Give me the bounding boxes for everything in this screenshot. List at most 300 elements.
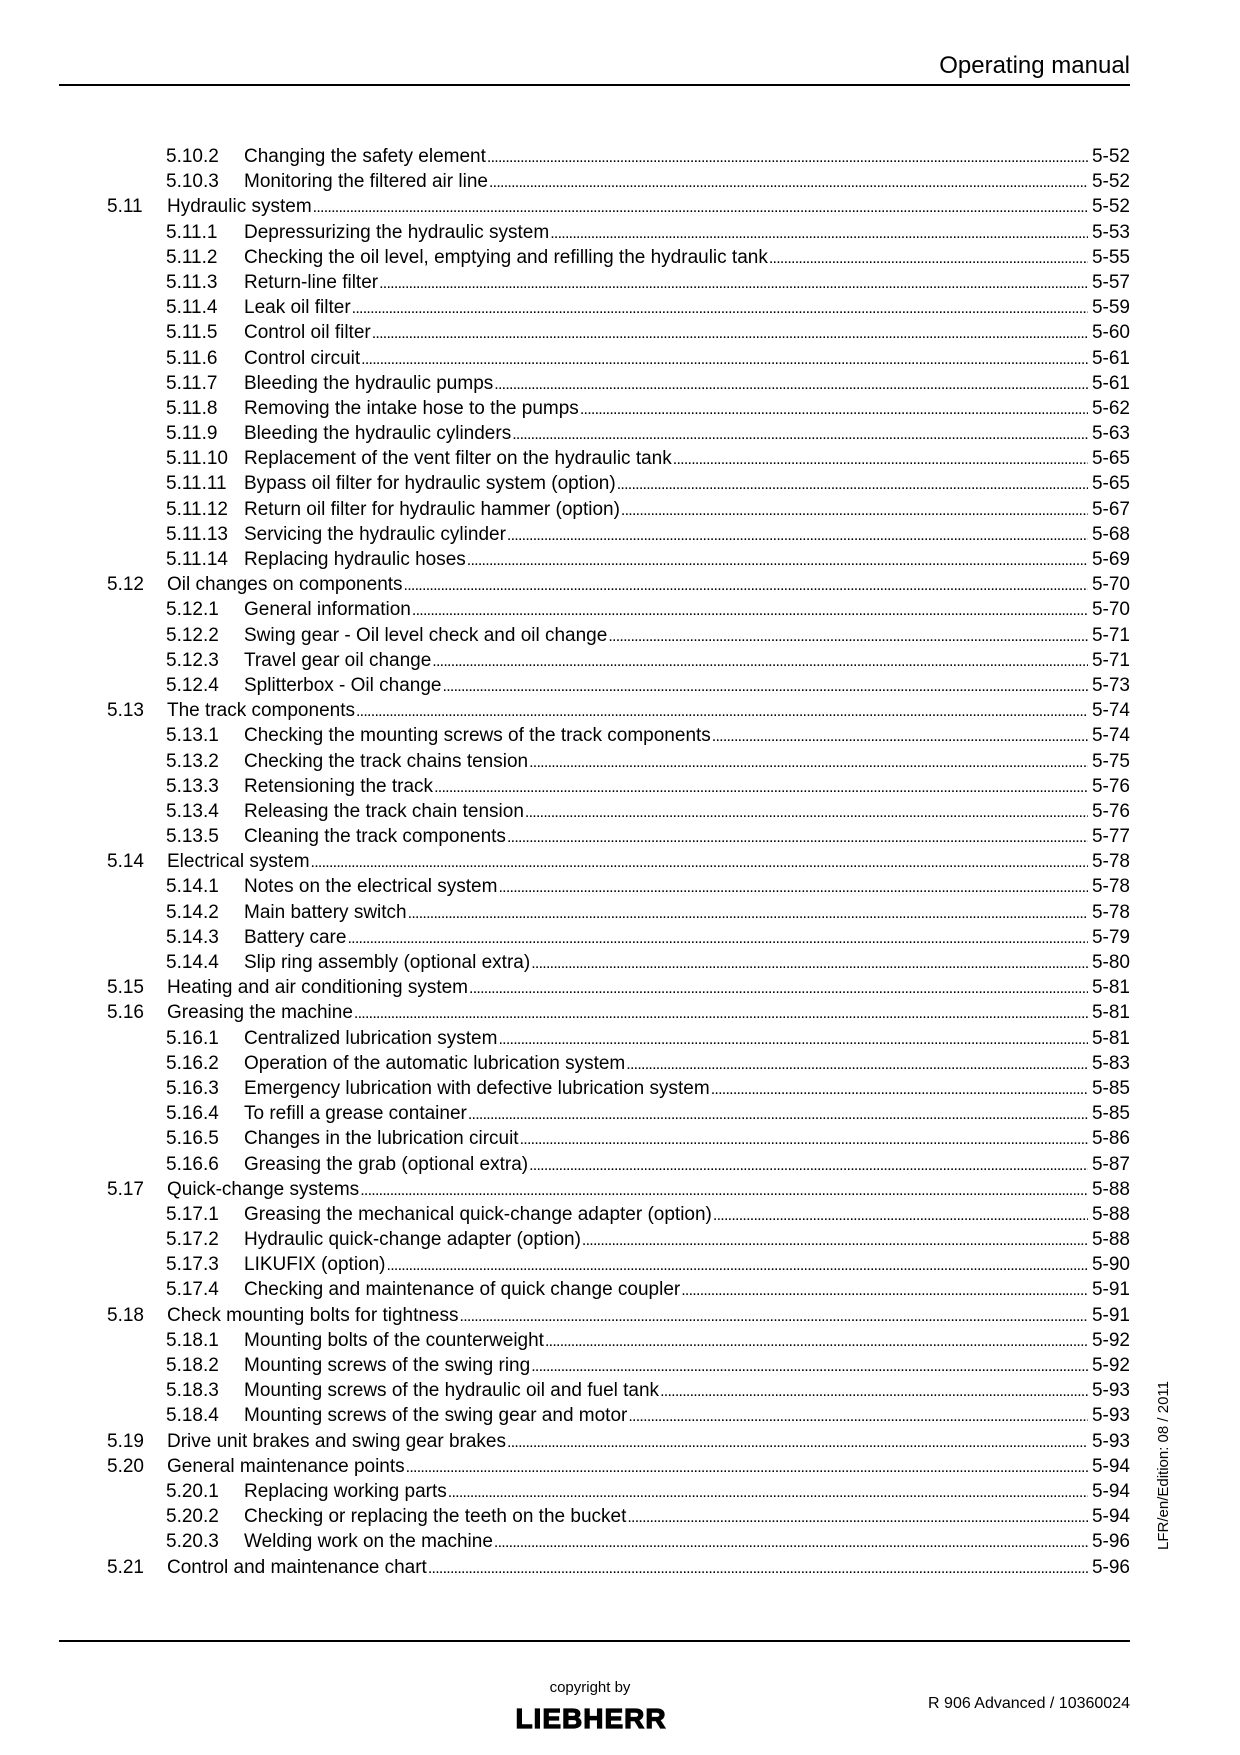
- toc-entry-body: [244, 1227, 1130, 1253]
- toc-entry-page: 5-90: [1091, 1254, 1130, 1276]
- toc-entry-page: 5-81: [1091, 1027, 1130, 1049]
- toc-entry-body: [167, 1454, 1130, 1480]
- toc-entry-title: General maintenance points: [167, 1455, 405, 1477]
- toc-entry-title: Leak oil filter: [244, 297, 351, 319]
- toc-entry[interactable]: [107, 1202, 1130, 1227]
- toc-dot-leader: [428, 1555, 1088, 1581]
- toc-entry-body: [244, 346, 1130, 372]
- toc-entry-body: [244, 547, 1130, 573]
- toc-entry-title: Checking and maintenance of quick change coupler: [244, 1279, 681, 1301]
- copyright-label: [0, 1679, 1180, 1696]
- toc-entry-page: 5-88: [1091, 1203, 1130, 1225]
- toc-entry[interactable]: [107, 1076, 1130, 1101]
- toc-entry[interactable]: [107, 320, 1130, 345]
- toc-entry-title: Drive unit brakes and swing gear brakes: [167, 1430, 507, 1452]
- toc-entry[interactable]: [107, 1277, 1130, 1302]
- toc-dot-leader: [531, 950, 1088, 976]
- toc-entry-title: General information: [244, 599, 411, 621]
- toc-entry-body: [244, 522, 1130, 548]
- toc-dot-leader: [712, 723, 1088, 749]
- toc-entry-page: 5-94: [1091, 1480, 1130, 1502]
- toc-entry[interactable]: [107, 874, 1130, 899]
- toc-entry-title: Mounting screws of the swing gear and motor: [244, 1405, 628, 1427]
- toc-entry[interactable]: [107, 597, 1130, 622]
- toc-entry-body: [244, 1403, 1130, 1429]
- toc-dot-leader: [352, 295, 1088, 321]
- toc-entry-page: 5-62: [1091, 397, 1130, 419]
- toc-entry-body: [244, 749, 1130, 775]
- toc-entry-page: 5-77: [1091, 826, 1130, 848]
- toc-entry[interactable]: [107, 774, 1130, 799]
- toc-entry[interactable]: [107, 1051, 1130, 1076]
- toc-entry-body: [167, 698, 1130, 724]
- toc-entry-body: [244, 648, 1130, 674]
- toc-entry-page: 5-59: [1091, 297, 1130, 319]
- toc-entry-number: 5.13.4: [166, 800, 219, 822]
- toc-entry[interactable]: [107, 371, 1130, 396]
- toc-entry-body: [167, 975, 1130, 1001]
- toc-entry-number: 5.20.3: [166, 1531, 219, 1553]
- toc-entry-number: 5.11: [107, 196, 143, 218]
- toc-entry-number: 5.16: [107, 1002, 144, 1024]
- toc-dot-leader: [460, 1303, 1088, 1329]
- toc-entry-body: [244, 1026, 1130, 1052]
- toc-entry-page: 5-65: [1091, 473, 1130, 495]
- toc-dot-leader: [487, 144, 1088, 170]
- toc-entry[interactable]: [107, 270, 1130, 295]
- table-of-contents: [107, 144, 1130, 1580]
- toc-dot-leader: [529, 1152, 1088, 1178]
- toc-entry[interactable]: [107, 1303, 1130, 1328]
- toc-entry-page: 5-52: [1091, 171, 1130, 193]
- toc-entry-body: [167, 849, 1130, 875]
- toc-entry[interactable]: [107, 1529, 1130, 1554]
- toc-entry-title: Greasing the mechanical quick-change adapter (option): [244, 1203, 712, 1225]
- toc-dot-leader: [360, 1177, 1088, 1203]
- toc-entry-title: Bleeding the hydraulic cylinders: [244, 423, 512, 445]
- toc-entry-number: 5.12.4: [166, 674, 219, 696]
- toc-entry-page: 5-73: [1091, 674, 1130, 696]
- toc-entry-title: Travel gear oil change: [244, 649, 432, 671]
- toc-entry-body: [244, 799, 1130, 825]
- toc-entry-body: [244, 497, 1130, 523]
- toc-dot-leader: [507, 522, 1088, 548]
- toc-dot-leader: [448, 1479, 1088, 1505]
- toc-entry-title: Servicing the hydraulic cylinder: [244, 523, 506, 545]
- toc-entry-title: Heating and air conditioning system: [167, 977, 469, 999]
- toc-entry-number: 5.18.2: [166, 1355, 219, 1376]
- toc-entry-number: 5.11.4: [166, 297, 218, 319]
- toc-entry-body: [244, 446, 1130, 472]
- toc-entry-page: 5-78: [1091, 901, 1130, 923]
- toc-dot-leader: [361, 346, 1088, 372]
- edition-label: LFR/en/Edition: 08 / 2011: [1155, 1381, 1172, 1550]
- toc-entry-number: 5.19: [107, 1430, 144, 1452]
- toc-entry-page: 5-87: [1091, 1153, 1130, 1175]
- toc-entry-title: Replacement of the vent filter on the hydraulic tank: [244, 448, 672, 470]
- toc-dot-leader: [626, 1051, 1088, 1077]
- toc-entry-number: 5.11.8: [166, 397, 218, 419]
- toc-entry-page: 5-94: [1091, 1455, 1130, 1477]
- toc-entry[interactable]: [107, 245, 1130, 270]
- toc-dot-leader: [347, 925, 1088, 951]
- toc-entry-title: Changing the safety element: [244, 146, 486, 167]
- toc-dot-leader: [408, 900, 1088, 926]
- toc-entry-title: Checking the oil level, emptying and refilling the hydraulic tank: [244, 246, 768, 268]
- toc-entry-title: Swing gear - Oil level check and oil change: [244, 624, 608, 646]
- toc-entry-page: 5-70: [1091, 574, 1130, 596]
- toc-entry-number: 5.17.4: [166, 1279, 219, 1301]
- toc-entry-title: Mounting screws of the swing ring: [244, 1355, 531, 1376]
- toc-entry-number: 5.13.5: [166, 826, 219, 848]
- toc-entry-page: 5-93: [1091, 1380, 1130, 1402]
- toc-dot-leader: [582, 1227, 1088, 1253]
- toc-entry[interactable]: [107, 1353, 1130, 1378]
- toc-dot-leader: [617, 471, 1088, 497]
- toc-entry-page: 5-57: [1091, 271, 1130, 293]
- toc-entry-title: Replacing hydraulic hoses: [244, 549, 466, 570]
- toc-entry-number: 5.12.1: [166, 599, 219, 621]
- toc-entry-body: [167, 1429, 1130, 1455]
- toc-entry-page: 5-81: [1091, 1002, 1130, 1024]
- toc-entry[interactable]: [107, 346, 1130, 371]
- toc-dot-leader: [627, 1504, 1088, 1530]
- toc-entry-number: 5.21: [107, 1556, 144, 1578]
- toc-entry[interactable]: [107, 421, 1130, 446]
- toc-entry[interactable]: [107, 975, 1130, 1000]
- toc-entry-page: 5-93: [1091, 1430, 1130, 1452]
- toc-entry-page: 5-67: [1091, 498, 1130, 520]
- toc-entry-number: 5.16.4: [166, 1103, 219, 1125]
- liebherr-logo: [496, 1703, 686, 1733]
- toc-entry-page: 5-85: [1091, 1077, 1130, 1099]
- toc-entry-page: 5-52: [1091, 196, 1130, 218]
- toc-dot-leader: [467, 547, 1088, 573]
- toc-entry[interactable]: [107, 1429, 1130, 1454]
- toc-entry[interactable]: [107, 1555, 1130, 1580]
- toc-entry-title: Checking the mounting screws of the track components: [244, 725, 711, 747]
- toc-entry-body: [244, 1504, 1130, 1530]
- toc-entry-body: [244, 597, 1130, 623]
- toc-entry-body: [244, 396, 1130, 422]
- toc-dot-leader: [529, 749, 1088, 775]
- toc-dot-leader: [512, 421, 1088, 447]
- toc-entry-number: 5.11.12: [166, 498, 228, 520]
- toc-entry[interactable]: [107, 623, 1130, 648]
- toc-entry[interactable]: [107, 547, 1130, 572]
- toc-entry-number: 5.16.6: [166, 1153, 219, 1175]
- toc-entry-page: 5-76: [1091, 800, 1130, 822]
- toc-entry-title: Greasing the grab (optional extra): [244, 1153, 529, 1175]
- toc-dot-leader: [531, 1353, 1088, 1379]
- toc-entry-page: 5-71: [1091, 624, 1130, 646]
- toc-entry-page: 5-53: [1091, 221, 1130, 243]
- toc-dot-leader: [432, 648, 1088, 674]
- toc-dot-leader: [469, 975, 1088, 1001]
- toc-entry-title: Oil changes on components: [167, 574, 403, 596]
- toc-entry-page: 5-80: [1091, 952, 1130, 973]
- toc-entry-page: 5-74: [1091, 700, 1130, 722]
- toc-entry-number: 5.11.13: [166, 523, 228, 545]
- toc-dot-leader: [406, 1454, 1088, 1480]
- toc-entry-title: Checking or replacing the teeth on the bucket: [244, 1506, 627, 1528]
- toc-entry-number: 5.12: [107, 574, 144, 596]
- toc-entry-page: 5-55: [1091, 246, 1130, 268]
- svg-text:LIEBHERR: LIEBHERR: [515, 1703, 667, 1733]
- toc-entry-body: [167, 1303, 1130, 1329]
- toc-entry-number: 5.20.2: [166, 1506, 219, 1528]
- header-divider: [59, 84, 1130, 86]
- toc-dot-leader: [525, 799, 1088, 825]
- toc-entry[interactable]: [107, 471, 1130, 496]
- toc-dot-leader: [660, 1378, 1088, 1404]
- toc-entry-page: 5-78: [1091, 851, 1130, 873]
- toc-entry-number: 5.11.10: [166, 448, 228, 470]
- toc-entry[interactable]: [107, 497, 1130, 522]
- toc-entry-title: Mounting bolts of the counterweight: [244, 1329, 544, 1351]
- toc-entry[interactable]: [107, 824, 1130, 849]
- toc-entry-number: 5.16.5: [166, 1128, 219, 1150]
- toc-entry[interactable]: [107, 648, 1130, 673]
- toc-entry-body: [244, 1202, 1130, 1228]
- toc-entry[interactable]: [107, 295, 1130, 320]
- toc-entry-title: Main battery switch: [244, 901, 407, 923]
- toc-entry-body: [244, 471, 1130, 497]
- toc-entry-page: 5-60: [1091, 322, 1130, 344]
- toc-entry[interactable]: [107, 1177, 1130, 1202]
- toc-entry-page: 5-96: [1091, 1556, 1130, 1578]
- toc-entry-title: Monitoring the filtered air line: [244, 171, 488, 193]
- toc-dot-leader: [494, 1529, 1088, 1555]
- toc-entry-page: 5-86: [1091, 1128, 1130, 1150]
- toc-entry-number: 5.10.2: [166, 146, 219, 167]
- toc-entry-page: 5-76: [1091, 775, 1130, 797]
- toc-entry-title: Notes on the electrical system: [244, 876, 498, 898]
- toc-entry[interactable]: [107, 1403, 1130, 1428]
- toc-entry-page: 5-93: [1091, 1405, 1130, 1427]
- toc-entry-page: 5-52: [1091, 146, 1130, 167]
- toc-entry-page: 5-71: [1091, 649, 1130, 671]
- toc-entry-number: 5.13.3: [166, 775, 219, 797]
- toc-entry[interactable]: [107, 194, 1130, 219]
- toc-entry-page: 5-81: [1091, 977, 1130, 999]
- toc-entry-body: [244, 1277, 1130, 1303]
- toc-entry-title: Return-line filter: [244, 271, 379, 293]
- toc-dot-leader: [628, 1403, 1088, 1429]
- toc-entry-title: Splitterbox - Oil change: [244, 674, 442, 696]
- toc-entry-body: [244, 1479, 1130, 1505]
- toc-entry-title: Mounting screws of the hydraulic oil and fuel tank: [244, 1380, 660, 1402]
- toc-dot-leader: [313, 194, 1088, 220]
- toc-dot-leader: [404, 572, 1088, 598]
- toc-entry-page: 5-85: [1091, 1103, 1130, 1125]
- toc-dot-leader: [387, 1252, 1088, 1278]
- toc-entry-title: Welding work on the machine: [244, 1531, 493, 1553]
- toc-entry[interactable]: [107, 799, 1130, 824]
- toc-entry-title: Emergency lubrication with defective lubrication system: [244, 1077, 710, 1099]
- toc-entry-body: [244, 245, 1130, 271]
- toc-entry[interactable]: [107, 749, 1130, 774]
- toc-entry[interactable]: [107, 925, 1130, 950]
- toc-entry-number: 5.11.6: [166, 347, 218, 369]
- toc-entry-title: Control and maintenance chart: [167, 1556, 427, 1578]
- toc-entry-number: 5.14.1: [166, 876, 219, 898]
- toc-entry-title: Bleeding the hydraulic pumps: [244, 372, 494, 394]
- toc-entry-title: Battery care: [244, 926, 347, 948]
- toc-entry[interactable]: [107, 1227, 1130, 1252]
- toc-entry-page: 5-91: [1091, 1279, 1130, 1301]
- toc-entry-title: Slip ring assembly (optional extra): [244, 952, 531, 973]
- toc-dot-leader: [545, 1328, 1088, 1354]
- toc-entry-number: 5.20.1: [166, 1480, 219, 1502]
- toc-dot-leader: [498, 1026, 1088, 1052]
- toc-entry[interactable]: [107, 1126, 1130, 1151]
- toc-entry-page: 5-70: [1091, 599, 1130, 621]
- toc-entry-body: [244, 1353, 1130, 1379]
- toc-entry-number: 5.11.14: [166, 549, 228, 570]
- toc-entry[interactable]: [107, 522, 1130, 547]
- toc-entry-page: 5-69: [1091, 549, 1130, 570]
- toc-entry-number: 5.12.2: [166, 624, 219, 646]
- toc-entry-number: 5.12.3: [166, 649, 219, 671]
- toc-entry-body: [244, 774, 1130, 800]
- toc-entry[interactable]: [107, 1378, 1130, 1403]
- toc-dot-leader: [580, 396, 1088, 422]
- toc-entry[interactable]: [107, 1479, 1130, 1504]
- toc-entry-page: 5-63: [1091, 423, 1130, 445]
- toc-entry-number: 5.18.4: [166, 1405, 219, 1427]
- toc-entry-body: [244, 169, 1130, 195]
- toc-dot-leader: [434, 774, 1088, 800]
- toc-entry-title: Check mounting bolts for tightness: [167, 1304, 459, 1326]
- toc-entry-title: Cleaning the track components: [244, 826, 506, 848]
- toc-entry-title: The track components: [167, 700, 355, 722]
- toc-entry-number: 5.14.3: [166, 926, 219, 948]
- toc-entry-number: 5.18: [107, 1304, 144, 1326]
- toc-entry-title: Bypass oil filter for hydraulic system (option): [244, 473, 616, 495]
- toc-entry-title: To refill a grease container: [244, 1103, 467, 1125]
- toc-entry-body: [244, 220, 1130, 246]
- toc-entry-number: 5.15: [107, 977, 144, 999]
- toc-entry[interactable]: [107, 1101, 1130, 1126]
- toc-dot-leader: [372, 320, 1088, 346]
- toc-entry-number: 5.13.1: [166, 725, 219, 747]
- toc-entry-number: 5.10.3: [166, 171, 219, 193]
- toc-entry[interactable]: [107, 1000, 1130, 1025]
- toc-entry-body: [244, 1152, 1130, 1178]
- toc-dot-leader: [507, 824, 1088, 850]
- toc-entry-page: 5-74: [1091, 725, 1130, 747]
- toc-entry-page: 5-92: [1091, 1329, 1130, 1351]
- toc-entry[interactable]: [107, 1252, 1130, 1277]
- toc-entry[interactable]: [107, 849, 1130, 874]
- toc-entry-body: [167, 572, 1130, 598]
- toc-entry-page: 5-65: [1091, 448, 1130, 470]
- toc-dot-leader: [550, 220, 1088, 246]
- toc-entry[interactable]: [107, 1328, 1130, 1353]
- toc-entry-title: Checking the track chains tension: [244, 750, 529, 772]
- toc-entry-title: Return oil filter for hydraulic hammer (option): [244, 498, 620, 520]
- toc-entry-body: [244, 673, 1130, 699]
- toc-entry-number: 5.14.2: [166, 901, 219, 923]
- toc-entry[interactable]: [107, 1504, 1130, 1529]
- toc-entry-title: Operation of the automatic lubrication system: [244, 1052, 626, 1074]
- toc-entry-page: 5-68: [1091, 523, 1130, 545]
- toc-entry-page: 5-61: [1091, 347, 1130, 369]
- toc-entry[interactable]: [107, 723, 1130, 748]
- toc-entry[interactable]: [107, 950, 1130, 975]
- toc-entry-body: [244, 1529, 1130, 1555]
- toc-entry-body: [244, 270, 1130, 296]
- toc-entry-number: 5.17.3: [166, 1254, 219, 1276]
- toc-entry[interactable]: [107, 1152, 1130, 1177]
- toc-entry-body: [244, 1076, 1130, 1102]
- toc-entry[interactable]: [107, 1454, 1130, 1479]
- toc-entry-number: 5.16.3: [166, 1077, 219, 1099]
- toc-entry-page: 5-96: [1091, 1531, 1130, 1553]
- toc-entry[interactable]: [107, 396, 1130, 421]
- toc-entry[interactable]: [107, 572, 1130, 597]
- toc-entry-body: [244, 623, 1130, 649]
- toc-dot-leader: [507, 1429, 1088, 1455]
- toc-entry-number: 5.11.5: [166, 322, 218, 344]
- toc-entry-title: Control oil filter: [244, 322, 371, 344]
- toc-dot-leader: [489, 169, 1088, 195]
- toc-entry-number: 5.18.3: [166, 1380, 219, 1402]
- toc-entry-body: [244, 1378, 1130, 1404]
- toc-entry-title: Removing the intake hose to the pumps: [244, 397, 579, 419]
- toc-entry-number: 5.11.2: [166, 246, 218, 268]
- toc-dot-leader: [608, 623, 1088, 649]
- toc-entry[interactable]: [107, 169, 1130, 194]
- toc-entry-number: 5.18.1: [166, 1329, 219, 1351]
- toc-dot-leader: [412, 597, 1088, 623]
- toc-entry-page: 5-94: [1091, 1506, 1130, 1528]
- toc-entry-number: 5.16.1: [166, 1027, 219, 1049]
- toc-entry-body: [244, 144, 1130, 170]
- toc-entry[interactable]: [107, 673, 1130, 698]
- toc-entry-body: [167, 1000, 1130, 1026]
- toc-entry-page: 5-88: [1091, 1178, 1130, 1200]
- toc-entry-title: Quick-change systems: [167, 1178, 360, 1200]
- toc-dot-leader: [356, 698, 1088, 724]
- toc-entry[interactable]: [107, 144, 1130, 169]
- toc-entry-page: 5-78: [1091, 876, 1130, 898]
- toc-entry-number: 5.20: [107, 1455, 144, 1477]
- toc-entry-page: 5-83: [1091, 1052, 1130, 1074]
- copyright-text: copyright by: [549, 1679, 631, 1696]
- toc-entry-body: [167, 1177, 1130, 1203]
- toc-entry-body: [244, 421, 1130, 447]
- toc-entry-page: 5-61: [1091, 372, 1130, 394]
- toc-entry-number: 5.11.11: [166, 473, 227, 495]
- toc-entry[interactable]: [107, 900, 1130, 925]
- toc-entry-number: 5.16.2: [166, 1052, 219, 1074]
- toc-entry-body: [244, 723, 1130, 749]
- toc-entry[interactable]: [107, 698, 1130, 723]
- toc-entry-title: Depressurizing the hydraulic system: [244, 221, 550, 243]
- toc-entry-title: Releasing the track chain tension: [244, 800, 524, 822]
- toc-dot-leader: [769, 245, 1088, 271]
- toc-entry[interactable]: [107, 446, 1130, 471]
- toc-dot-leader: [621, 497, 1088, 523]
- toc-entry[interactable]: [107, 220, 1130, 245]
- toc-dot-leader: [498, 874, 1088, 900]
- toc-entry-title: LIKUFIX (option): [244, 1254, 386, 1276]
- toc-entry[interactable]: [107, 1026, 1130, 1051]
- toc-entry-body: [244, 1101, 1130, 1127]
- toc-entry-body: [244, 925, 1130, 951]
